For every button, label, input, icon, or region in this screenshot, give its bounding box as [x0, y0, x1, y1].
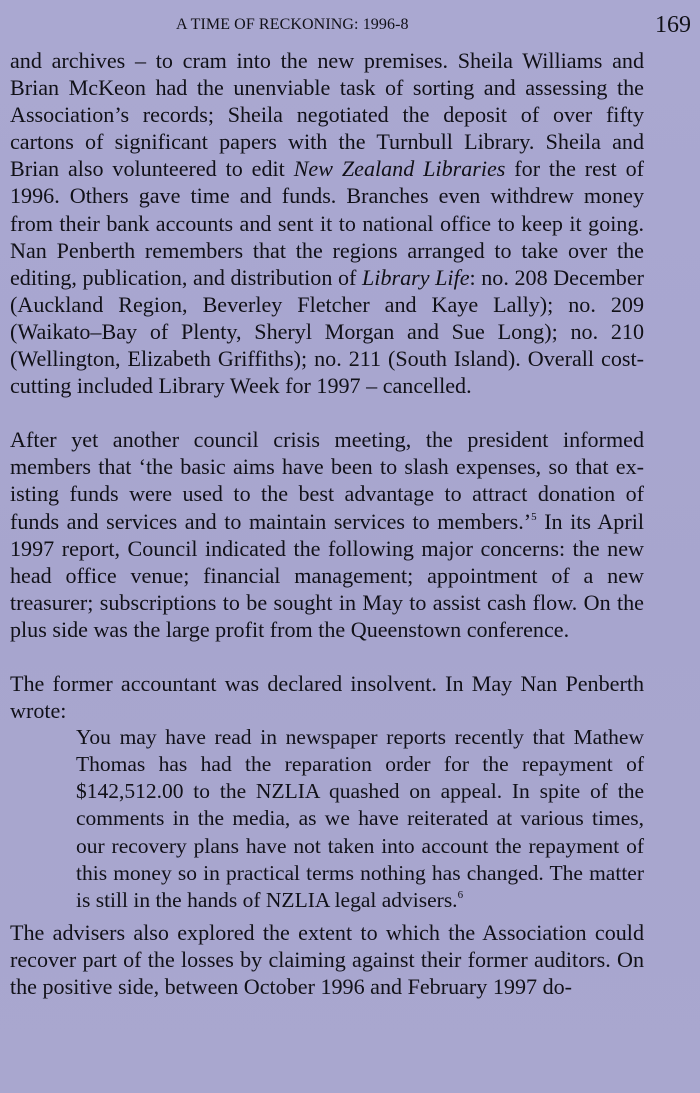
footnote-ref-5: 5 [531, 510, 537, 523]
block-quote [76, 724, 644, 914]
newsletter-title: Library Life [362, 264, 470, 290]
paragraph-archives-text-c: : no. 208 December (Auckland Region, Beverley Fletcher and Kaye Lally); no. 209 (Waikato–Bay of Plenty, Sheryl Morgan and Sue Long); no. 210 (Wellington, Elizabeth Griffiths); no. 211 (South Island). Overall cost-cutting included Library Week for 1997 – cancelled. [10, 264, 644, 399]
running-title: A TIME OF RECKONING: 1996-8 [176, 16, 409, 33]
footnote-ref-6: 6 [457, 888, 464, 901]
paragraph-council-text-a: After yet another council crisis meeting, the president informed members that ‘the basic aims have been to slash expenses, so that ex-isting funds were used to the best advantage to attract donation of funds and services and to maintain services to members.’ [10, 427, 644, 534]
body-text [10, 47, 644, 1000]
paragraph-accountant-insolvent: The former accountant was declared insolvent. In May Nan Penberth wrote: [10, 670, 644, 724]
paragraph-archives-text-a: and archives – to cram into the new premises. Sheila Williams and Brian McKeon had the unenviable task of sorting and assessing the Association’s records; Sheila negotiated the deposit of over fifty cartons of significant papers with the Turnbull Library. Sheila and Brian also volunteered to edit [10, 48, 644, 182]
running-header [0, 12, 700, 36]
block-quote-text: You may have read in newspaper reports recently that Mathew Thomas has had the reparation order for the repayment of $142,512.00 to the NZLIA quashed on appeal. In spite of the comments in the media, as we have reiterated at various times, our recovery plans have not taken into account the repayment of this money so in practical terms nothing has changed. The matter is still in the hands of NZLIA legal advisers. [76, 725, 644, 912]
paragraph-archives [10, 47, 644, 399]
journal-title: New Zealand Libraries [293, 156, 506, 182]
paragraph-archives-text-b: for the rest of 1996. Others gave time and funds. Branches even withdrew money from their bank accounts and sent it to national office to keep it going. Nan Penberth remembers that the regions arranged to take over the editing, publication, and distribution of [10, 156, 644, 290]
paragraph-advisers: The advisers also explored the extent to which the Association could recover part of the losses by claiming against their former auditors. On the positive side, between October 1996 and February 1997 do- [10, 919, 644, 999]
paragraph-council-crisis [10, 426, 644, 643]
paragraph-council-text-b: In its April 1997 report, Council indicated the following major concerns: the new head office venue; financial management; appointment of a new treasurer; subscriptions to be sought in May to assist cash flow. On the plus side was the large profit from the Queenstown conference. [10, 508, 644, 642]
page-number: 169 [655, 12, 691, 38]
